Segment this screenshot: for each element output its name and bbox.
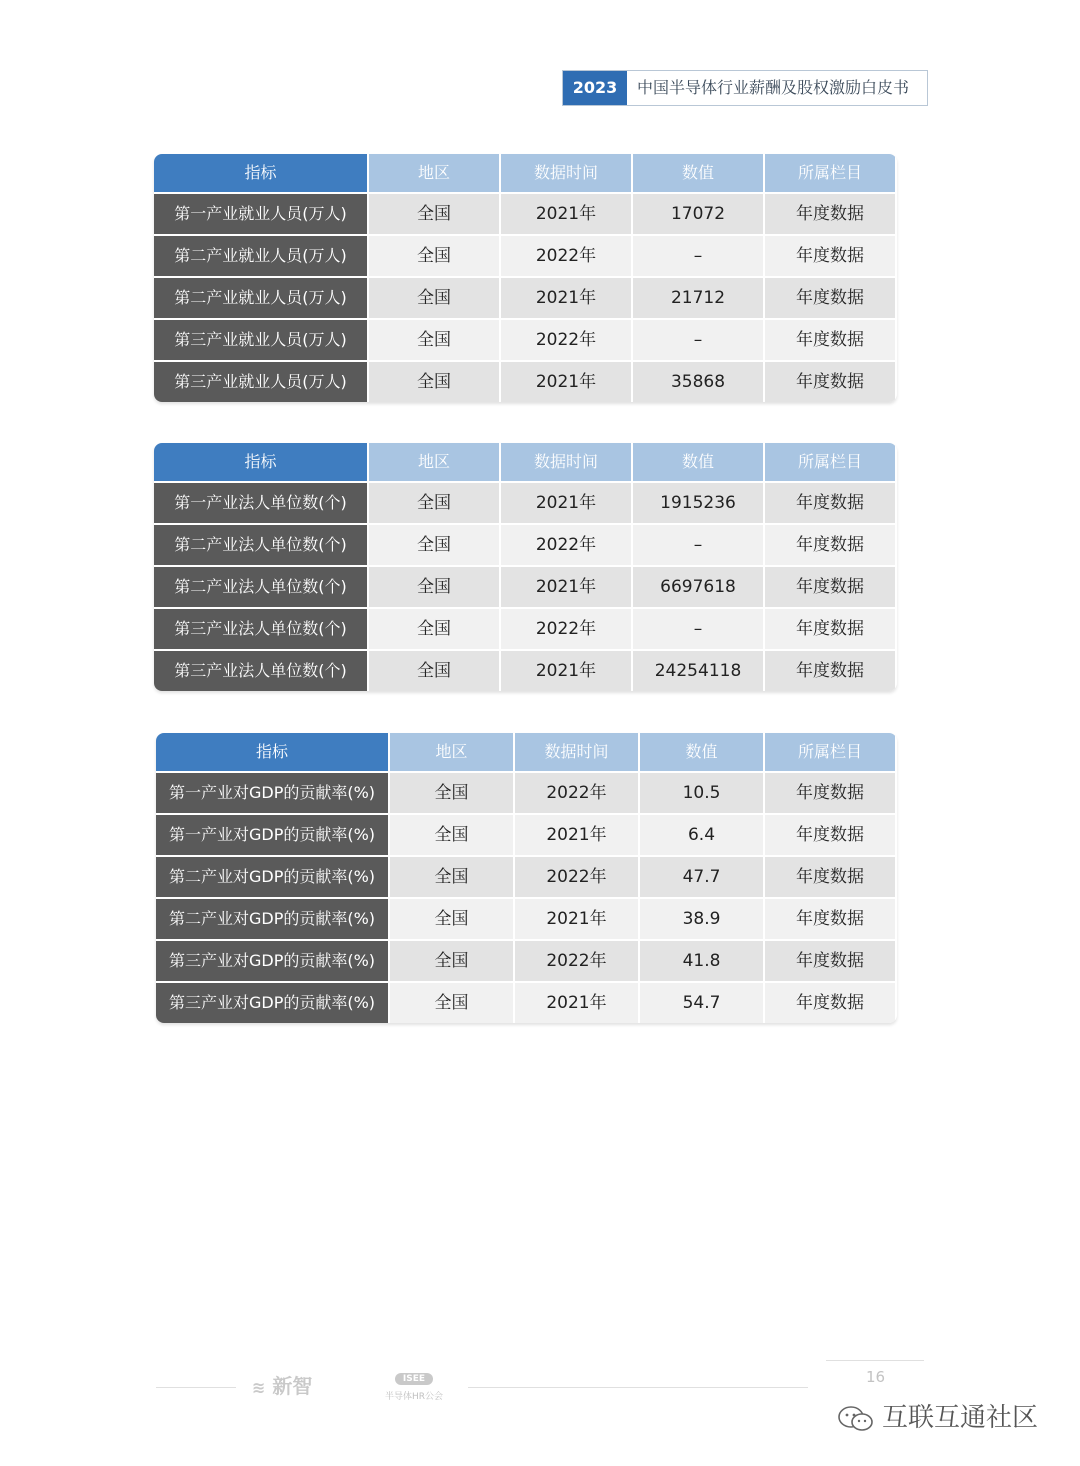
row-time: 2021年	[501, 194, 631, 234]
row-label: 第三产业法人单位数(个)	[154, 651, 367, 691]
header-cell-value: 数值	[633, 154, 763, 192]
row-label: 第二产业法人单位数(个)	[154, 525, 367, 565]
row-region: 全国	[390, 899, 513, 939]
header-cell-indicator: 指标	[154, 154, 367, 192]
wechat-icon	[836, 1404, 876, 1434]
footer-divider	[156, 1387, 236, 1388]
table-row	[156, 941, 897, 981]
header-cell-category: 所属栏目	[765, 443, 895, 481]
table-row	[154, 609, 897, 649]
header-cell-value: 数值	[633, 443, 763, 481]
row-value: 54.7	[640, 983, 763, 1023]
row-label: 第二产业就业人员(万人)	[154, 278, 367, 318]
header-title: 中国半导体行业薪酬及股权激励白皮书	[637, 78, 910, 97]
row-value: 10.5	[640, 773, 763, 813]
row-region: 全国	[390, 941, 513, 981]
row-label: 第二产业对GDP的贡献率(%)	[156, 899, 388, 939]
document-header	[562, 70, 928, 106]
footer-divider	[826, 1360, 924, 1361]
row-label: 第一产业法人单位数(个)	[154, 483, 367, 523]
row-time: 2021年	[501, 362, 631, 402]
row-region: 全国	[390, 983, 513, 1023]
row-region: 全国	[369, 278, 499, 318]
row-value: 24254118	[633, 651, 763, 691]
wave-icon: ≋	[252, 1378, 266, 1397]
row-region: 全国	[369, 483, 499, 523]
row-category: 年度数据	[765, 857, 895, 897]
table-row	[156, 857, 897, 897]
header-cell-time: 数据时间	[501, 154, 631, 192]
row-value: 6.4	[640, 815, 763, 855]
row-category: 年度数据	[765, 236, 895, 276]
row-time: 2022年	[515, 941, 638, 981]
row-value: 6697618	[633, 567, 763, 607]
row-value: –	[633, 525, 763, 565]
row-region: 全国	[390, 857, 513, 897]
isee-badge: ISEE	[395, 1373, 433, 1385]
header-cell-category: 所属栏目	[765, 154, 895, 192]
row-time: 2021年	[515, 815, 638, 855]
header-cell-time: 数据时间	[501, 443, 631, 481]
row-time: 2022年	[501, 609, 631, 649]
row-time: 2021年	[501, 278, 631, 318]
table-row	[154, 320, 897, 360]
row-time: 2022年	[501, 525, 631, 565]
row-time: 2021年	[501, 483, 631, 523]
row-time: 2021年	[501, 651, 631, 691]
isee-logo	[372, 1366, 456, 1402]
row-time: 2021年	[515, 899, 638, 939]
row-value: 21712	[633, 278, 763, 318]
table-row	[156, 773, 897, 813]
row-region: 全国	[369, 362, 499, 402]
table-row	[154, 651, 897, 691]
row-region: 全国	[369, 567, 499, 607]
row-region: 全国	[369, 236, 499, 276]
table-row	[154, 362, 897, 402]
row-label: 第三产业就业人员(万人)	[154, 320, 367, 360]
header-cell-region: 地区	[390, 733, 513, 771]
table-header-row	[154, 154, 897, 192]
xinzhi-logo-text: 新智	[272, 1374, 313, 1398]
table-header-row	[156, 733, 897, 771]
watermark	[836, 1400, 1038, 1436]
row-value: 47.7	[640, 857, 763, 897]
row-time: 2022年	[501, 320, 631, 360]
employment-table	[154, 154, 897, 402]
header-cell-category: 所属栏目	[765, 733, 895, 771]
row-category: 年度数据	[765, 773, 895, 813]
row-label: 第二产业对GDP的贡献率(%)	[156, 857, 388, 897]
row-category: 年度数据	[765, 651, 895, 691]
row-category: 年度数据	[765, 899, 895, 939]
table-row	[154, 525, 897, 565]
row-category: 年度数据	[765, 362, 895, 402]
table-row	[154, 194, 897, 234]
row-category: 年度数据	[765, 941, 895, 981]
row-value: –	[633, 236, 763, 276]
row-value: 38.9	[640, 899, 763, 939]
row-value: 41.8	[640, 941, 763, 981]
xinzhi-logo	[252, 1370, 312, 1399]
header-cell-indicator: 指标	[154, 443, 367, 481]
row-time: 2022年	[515, 773, 638, 813]
row-label: 第三产业对GDP的贡献率(%)	[156, 983, 388, 1023]
row-time: 2022年	[515, 857, 638, 897]
row-value: 35868	[633, 362, 763, 402]
row-time: 2021年	[515, 983, 638, 1023]
row-value: –	[633, 609, 763, 649]
row-label: 第一产业就业人员(万人)	[154, 194, 367, 234]
row-label: 第二产业就业人员(万人)	[154, 236, 367, 276]
row-region: 全国	[390, 815, 513, 855]
row-category: 年度数据	[765, 609, 895, 649]
row-value: 1915236	[633, 483, 763, 523]
row-category: 年度数据	[765, 194, 895, 234]
row-region: 全国	[369, 651, 499, 691]
row-category: 年度数据	[765, 567, 895, 607]
row-region: 全国	[369, 525, 499, 565]
header-cell-time: 数据时间	[515, 733, 638, 771]
gdp-contribution-table	[156, 733, 897, 1023]
row-category: 年度数据	[765, 278, 895, 318]
table-row	[154, 278, 897, 318]
header-cell-region: 地区	[369, 154, 499, 192]
row-label: 第三产业对GDP的贡献率(%)	[156, 941, 388, 981]
table-row	[156, 899, 897, 939]
row-label: 第三产业就业人员(万人)	[154, 362, 367, 402]
row-value: 17072	[633, 194, 763, 234]
row-label: 第一产业对GDP的贡献率(%)	[156, 773, 388, 813]
footer-divider	[468, 1387, 808, 1388]
row-label: 第三产业法人单位数(个)	[154, 609, 367, 649]
row-region: 全国	[369, 320, 499, 360]
watermark-text: 互联互通社区	[882, 1403, 1039, 1433]
table-header-row	[154, 443, 897, 481]
row-time: 2021年	[501, 567, 631, 607]
header-cell-value: 数值	[640, 733, 763, 771]
table-row	[154, 483, 897, 523]
row-category: 年度数据	[765, 983, 895, 1023]
row-label: 第一产业对GDP的贡献率(%)	[156, 815, 388, 855]
page-number: 16	[866, 1368, 886, 1386]
header-year: 2023	[563, 71, 627, 105]
table-row	[156, 815, 897, 855]
row-time: 2022年	[501, 236, 631, 276]
table-row	[154, 236, 897, 276]
table-row	[154, 567, 897, 607]
row-category: 年度数据	[765, 815, 895, 855]
row-region: 全国	[369, 194, 499, 234]
header-cell-indicator: 指标	[156, 733, 388, 771]
row-category: 年度数据	[765, 525, 895, 565]
row-category: 年度数据	[765, 320, 895, 360]
header-cell-region: 地区	[369, 443, 499, 481]
row-category: 年度数据	[765, 483, 895, 523]
row-label: 第二产业法人单位数(个)	[154, 567, 367, 607]
isee-subtitle: 半导体HR公会	[384, 1392, 444, 1402]
row-region: 全国	[369, 609, 499, 649]
row-region: 全国	[390, 773, 513, 813]
table-row	[156, 983, 897, 1023]
row-value: –	[633, 320, 763, 360]
legal-entity-table	[154, 443, 897, 691]
